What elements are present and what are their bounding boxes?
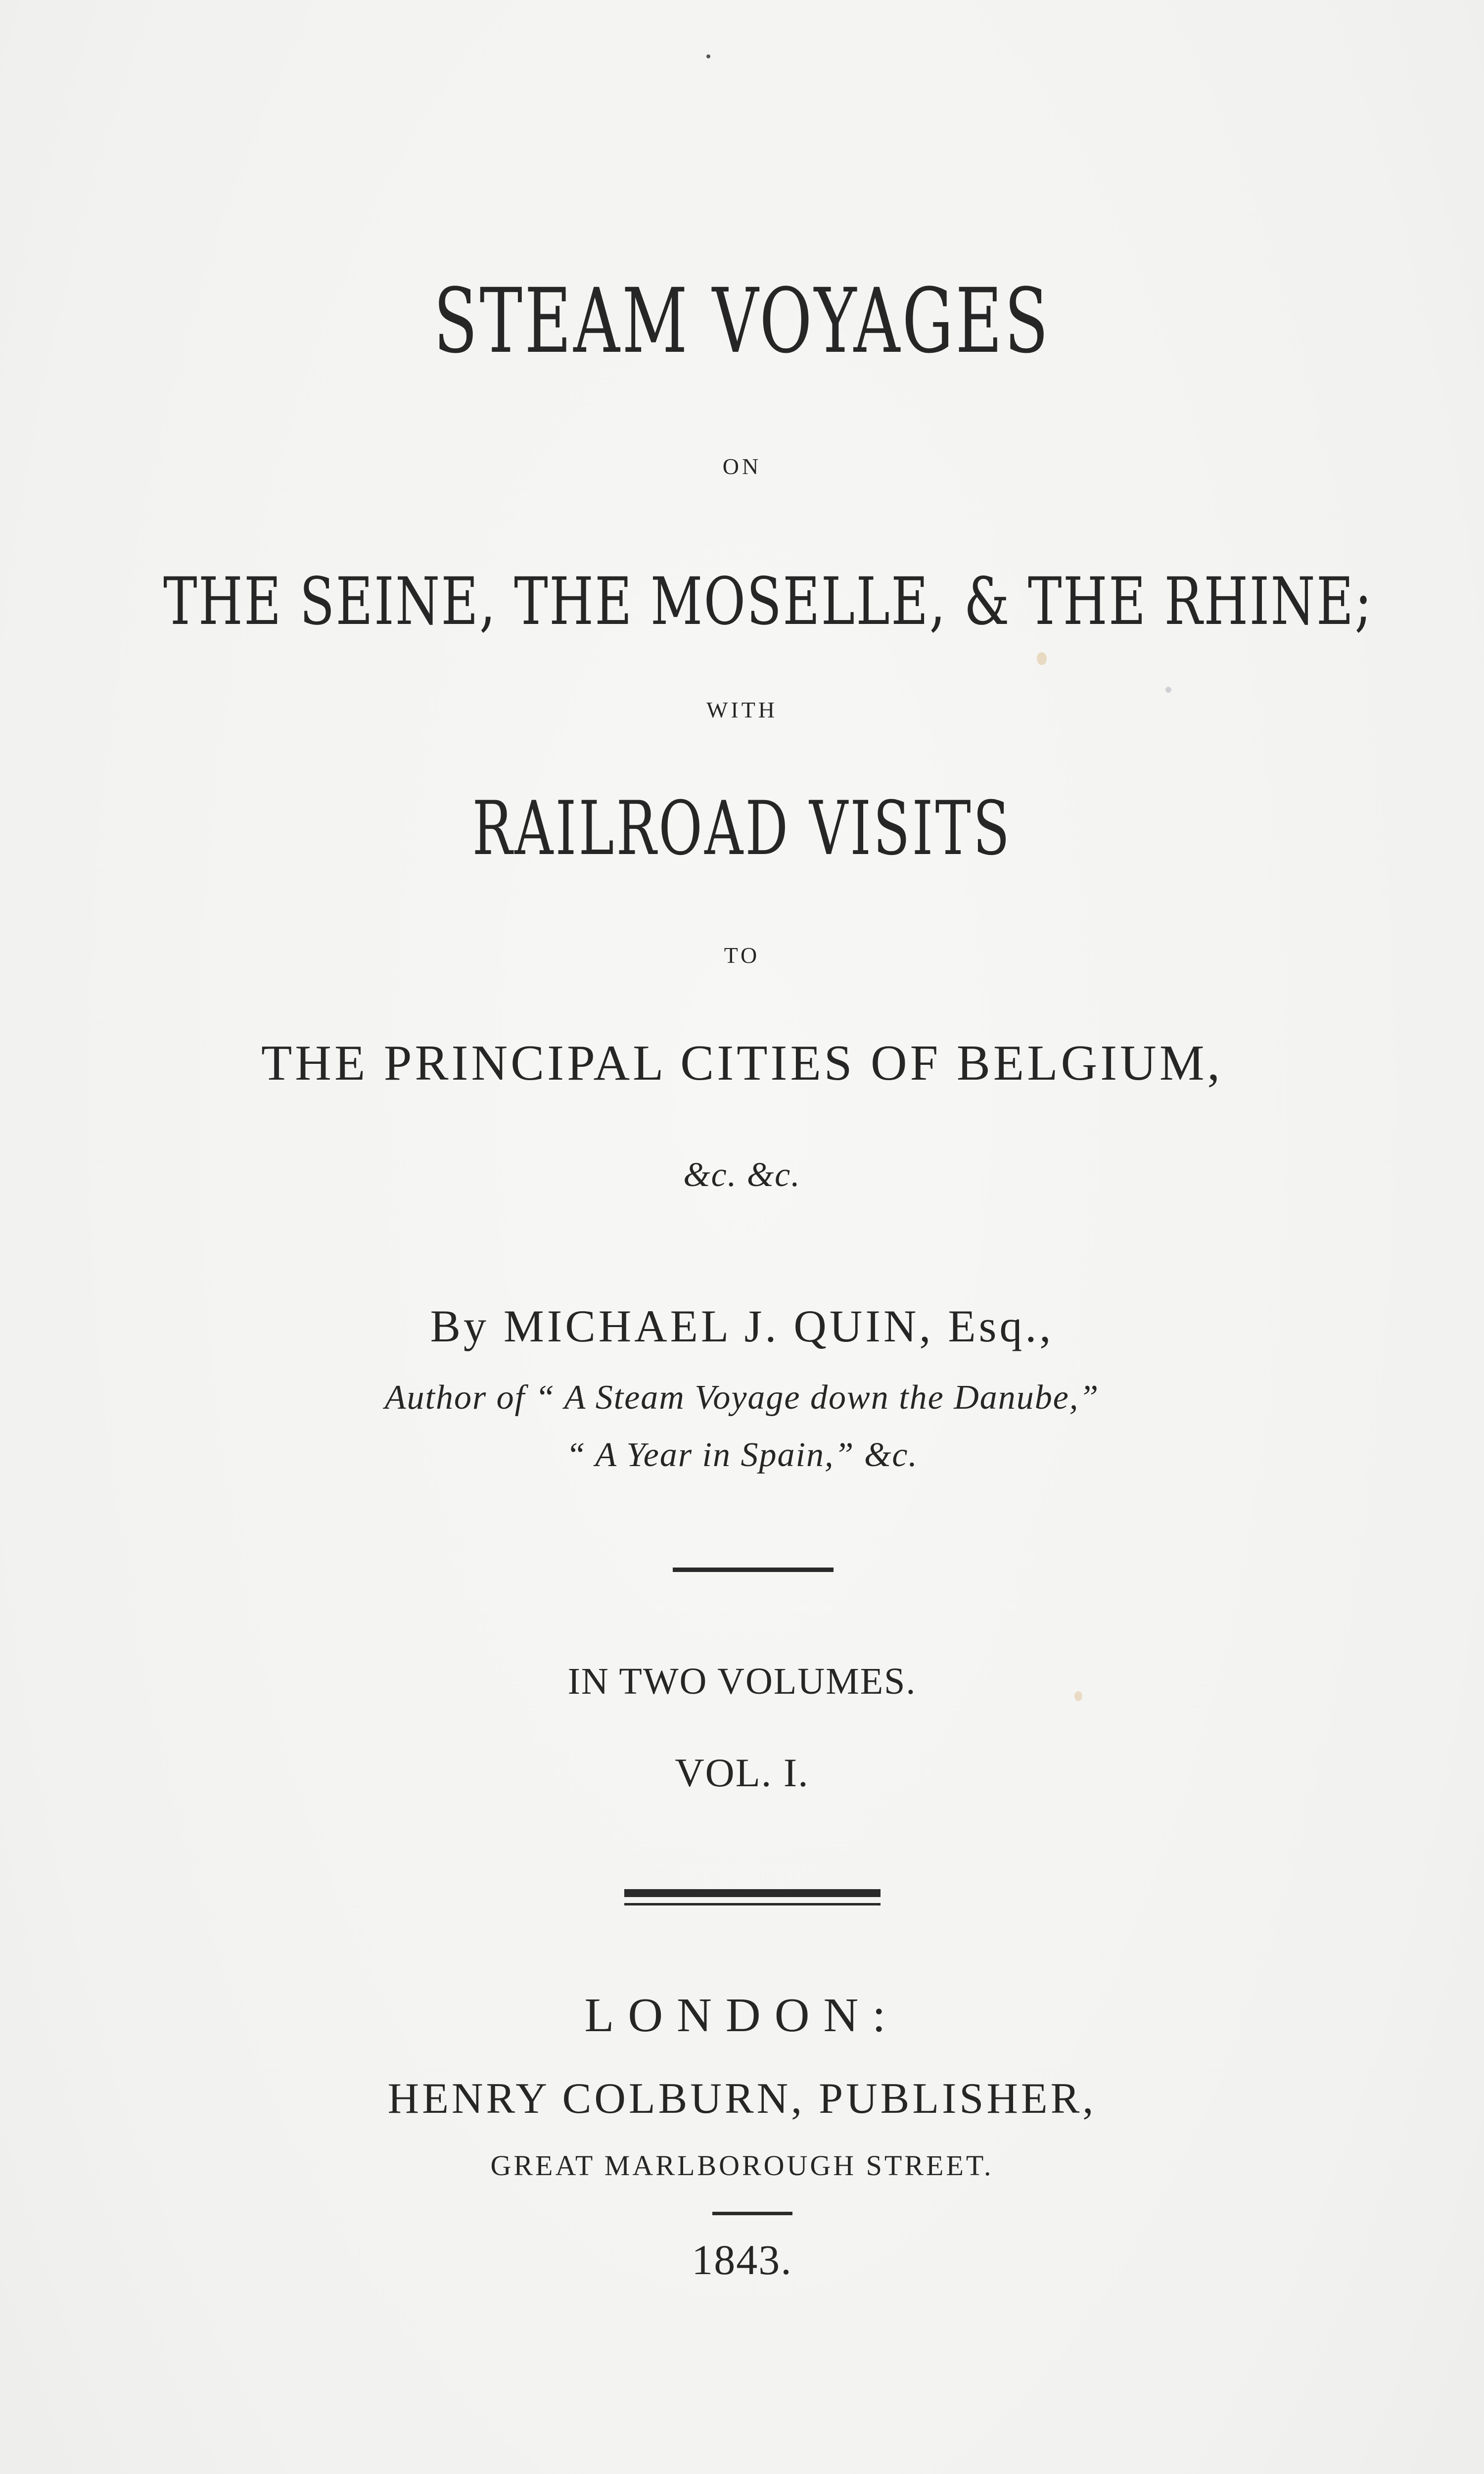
rivers-line: THE SEINE, THE MOSELLE, & THE RHINE; — [163, 564, 1373, 640]
connector-to: TO — [724, 943, 760, 968]
short-rule — [712, 2212, 792, 2215]
paper-speck — [1165, 687, 1171, 693]
double-rule-thick — [624, 1889, 881, 1897]
volume-number: VOL. I. — [675, 1750, 809, 1795]
ink-speck — [706, 54, 710, 58]
destination-line: THE PRINCIPAL CITIES OF BELGIUM, — [261, 1035, 1223, 1091]
publisher-line: HENRY COLBURN, PUBLISHER, — [387, 2075, 1097, 2123]
subtitle: RAILROAD VISITS — [472, 786, 1012, 872]
city-line: LONDON: — [584, 1989, 900, 2042]
byline: By MICHAEL J. QUIN, Esq., — [430, 1301, 1054, 1351]
author-works-line-2: “ A Year in Spain,” &c. — [566, 1436, 918, 1474]
street-line: GREAT MARLBOROUGH STREET. — [490, 2149, 994, 2182]
connector-with: WITH — [706, 697, 778, 722]
author-works-line-1: Author of “ A Steam Voyage down the Danube,” — [384, 1379, 1100, 1417]
book-title: STEAM VOYAGES — [433, 270, 1051, 373]
volumes-line: IN TWO VOLUMES. — [567, 1661, 917, 1702]
etc-line: &c. &c. — [683, 1156, 801, 1194]
year-line: 1843. — [692, 2236, 792, 2284]
foxing-spot — [1037, 652, 1047, 665]
double-rule-thin — [624, 1903, 881, 1905]
connector-on: ON — [722, 454, 762, 479]
separator-rule — [673, 1568, 834, 1572]
foxing-spot — [1074, 1691, 1082, 1701]
